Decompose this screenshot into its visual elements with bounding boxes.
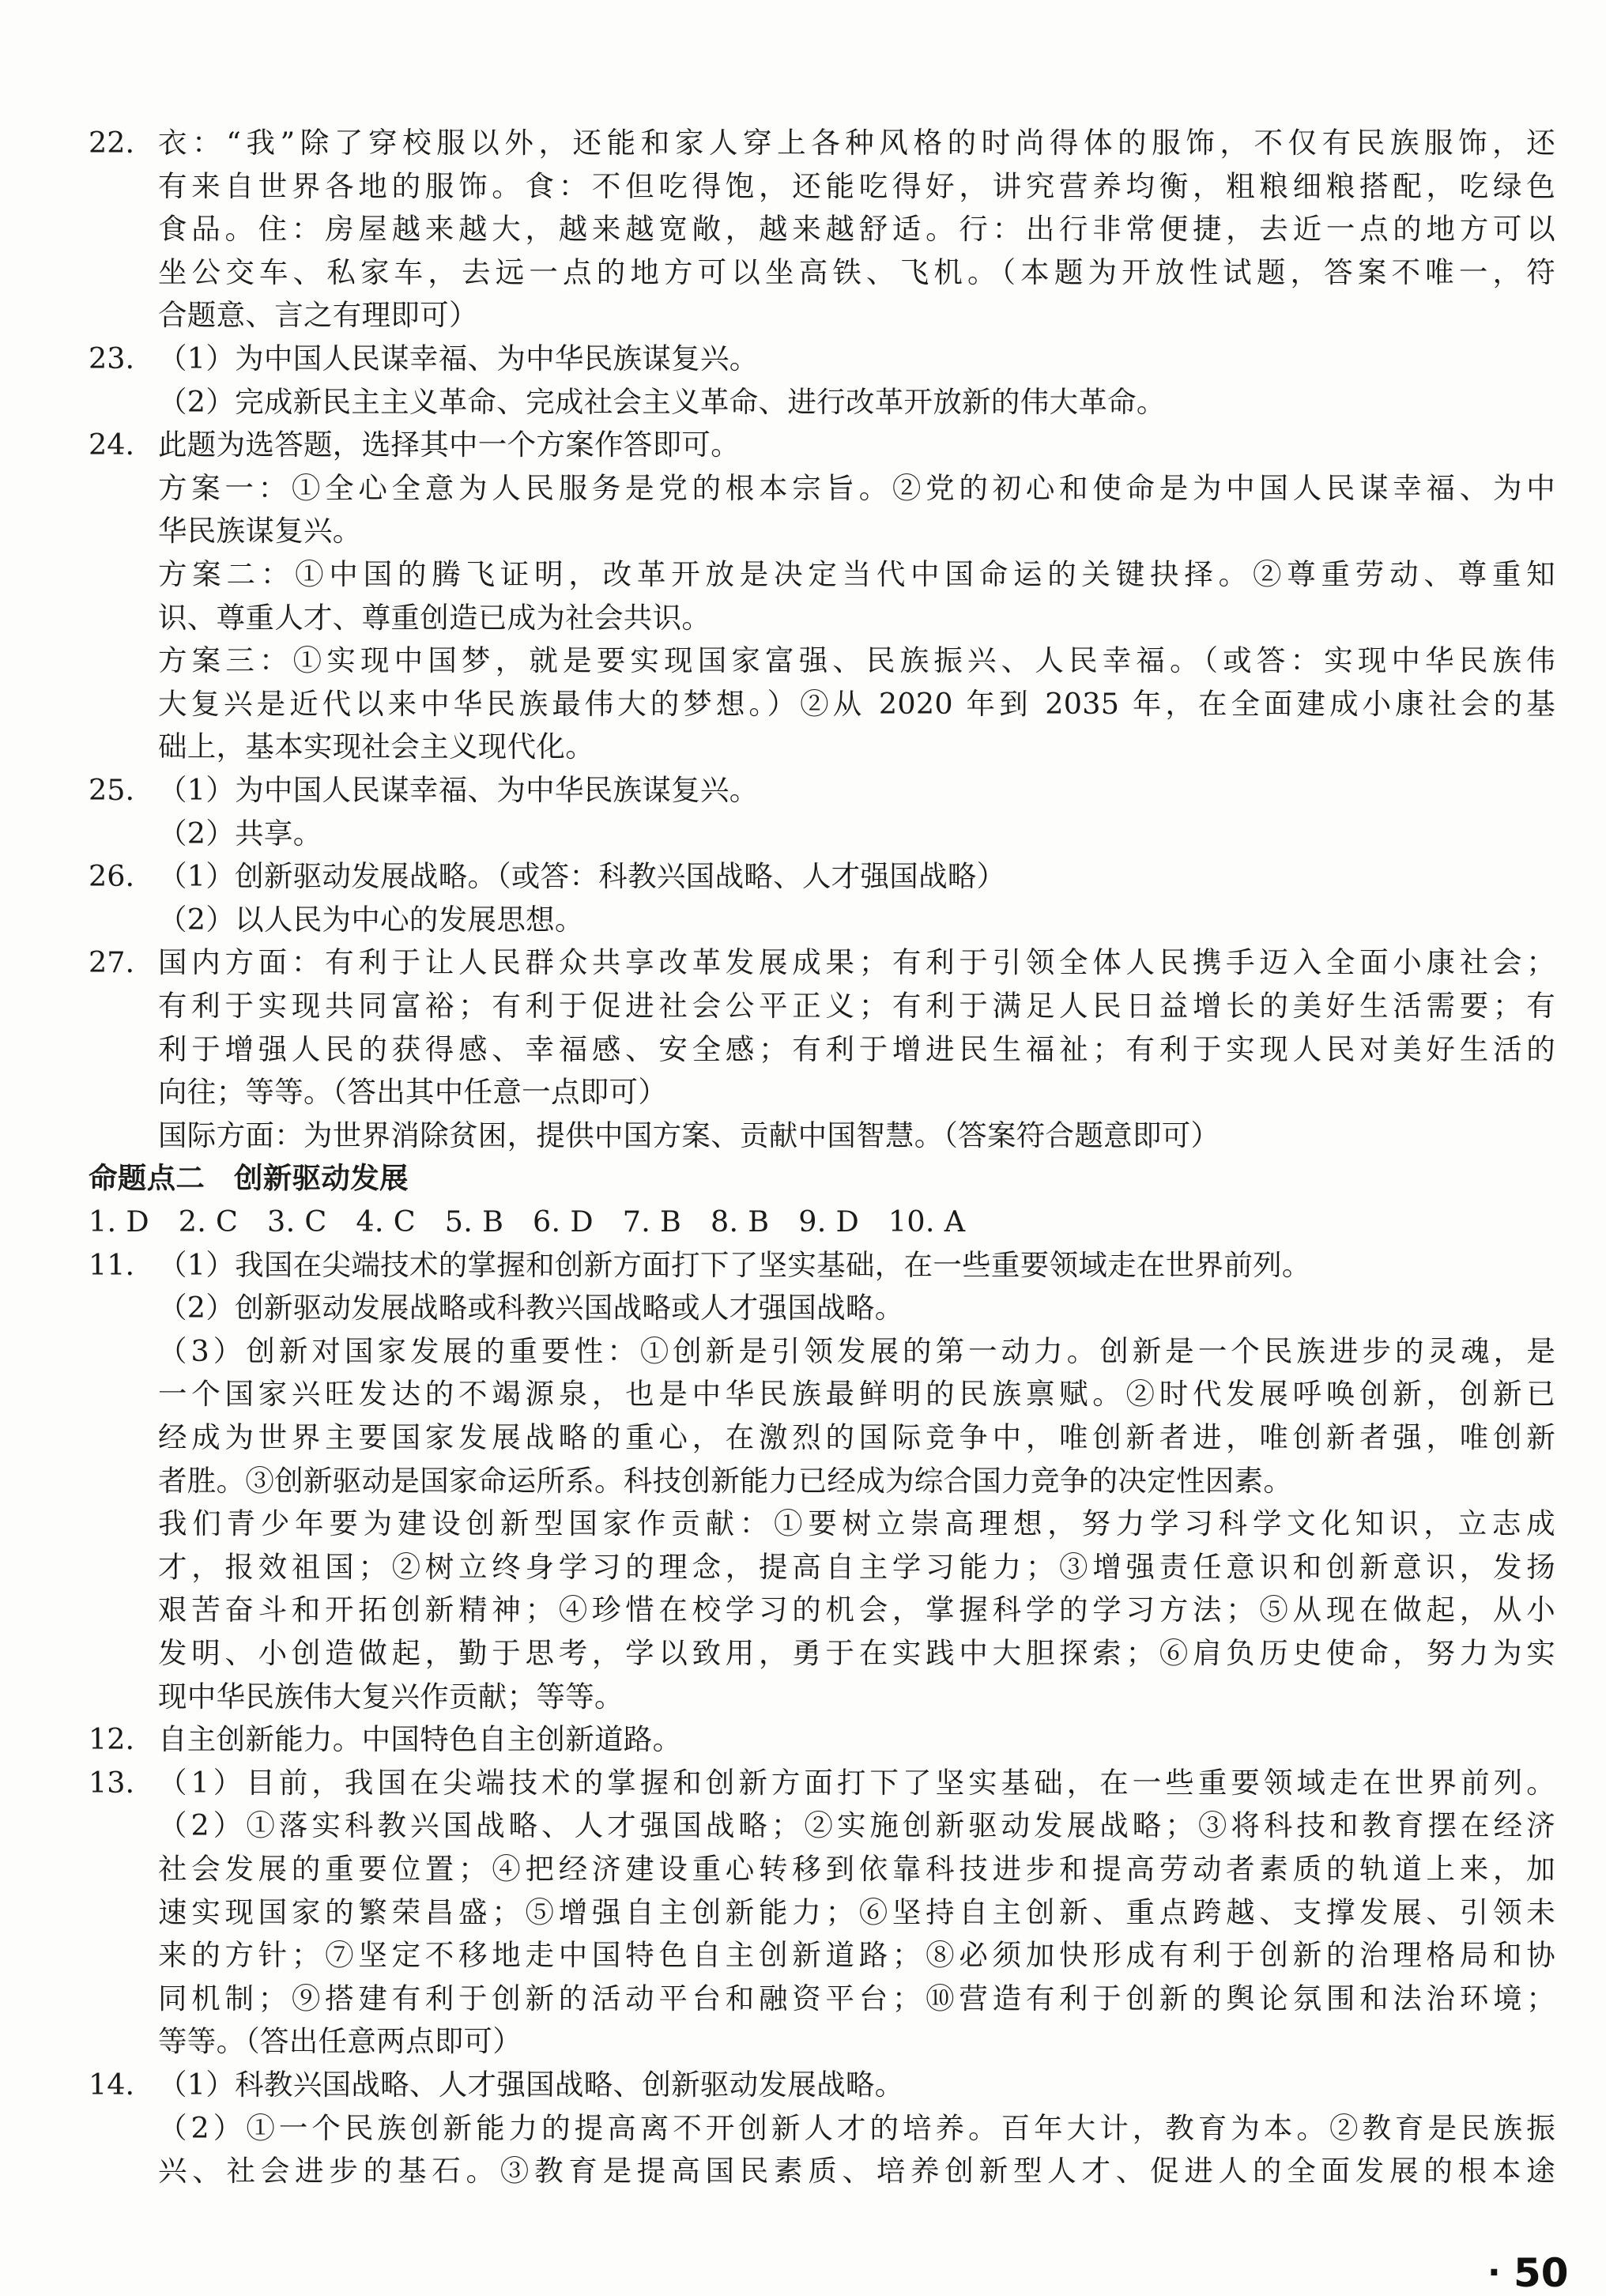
section-heading: 命题点二 创新驱动发展	[89, 1161, 409, 1195]
text-line: （2）①一个民族创新能力的提高离不开创新人才的培养。百年大计，教育为本。②教育是民族振	[158, 2111, 1555, 2145]
question-number: 25.	[89, 773, 135, 807]
text-line: 有来自世界各地的服饰。食：不但吃得饱，还能吃得好，讲究营养均衡，粗粮细粮搭配，吃绿色	[158, 169, 1555, 203]
text-line: 我们青少年要为建设创新型国家作贡献：①要树立崇高理想，努力学习科学文化知识，立志成	[158, 1506, 1555, 1540]
text-line: 来的方针；⑦坚定不移地走中国特色自主创新道路；⑧必须加快形成有利于创新的治理格局和协	[158, 1938, 1555, 1972]
question-number: 23.	[89, 341, 135, 375]
text-line: 础上，基本实现社会主义现代化。	[158, 730, 594, 763]
text-line: （1）科教兴国战略、人才强国战略、创新驱动发展战略。	[158, 2068, 904, 2102]
page-number: 50	[1514, 2250, 1569, 2296]
text-line: 方案二：①中国的腾飞证明，改革开放是决定当代中国命运的关键抉择。②尊重劳动、尊重知	[158, 557, 1555, 591]
question-number: 13.	[89, 1766, 135, 1800]
text-line: 现中华民族伟大复兴作贡献；等等。	[158, 1680, 624, 1714]
text-line: （3）创新对国家发展的重要性：①创新是引领发展的第一动力。创新是一个民族进步的灵魂，是	[158, 1334, 1555, 1368]
question-number: 11.	[89, 1248, 135, 1282]
page-number-dot: ·	[1487, 2253, 1501, 2293]
text-line: 合题意、言之有理即可）	[158, 298, 478, 332]
question-number: 27.	[89, 945, 135, 979]
text-line: 同机制；⑨搭建有利于创新的活动平台和融资平台；⑩营造有利于创新的舆论氛围和法治环境；	[158, 1981, 1555, 2015]
text-line: 艰苦奋斗和开拓创新精神；④珍惜在校学习的机会，掌握科学的学习方法；⑤从现在做起，从小	[158, 1593, 1555, 1627]
text-line: 衣：“我”除了穿校服以外，还能和家人穿上各种风格的时尚得体的服饰，不仅有民族服饰，还	[158, 126, 1555, 160]
text-line: 方案三：①实现中国梦，就是要实现国家富强、民族振兴、人民幸福。（或答：实现中华民族伟	[158, 643, 1555, 677]
text-line: 者胜。③创新驱动是国家命运所系。科技创新能力已经成为综合国力竞争的决定性因素。	[158, 1464, 1293, 1498]
text-line: （2）创新驱动发展战略或科教兴国战略或人才强国战略。	[158, 1291, 904, 1325]
text-line: 国际方面：为世界消除贫困，提供中国方案、贡献中国智慧。（答案符合题意即可）	[158, 1118, 1220, 1152]
text-line: 社会发展的重要位置；④把经济建设重心转移到依靠科技进步和提高劳动者素质的轨道上来，加	[158, 1852, 1555, 1886]
text-line: （1）为中国人民谋幸福、为中华民族谋复兴。	[158, 773, 759, 807]
text-line: 大复兴是近代以来中华民族最伟大的梦想。）②从 2020 年到 2035 年，在全面建成小康社会的基	[158, 687, 1555, 721]
text-line: （1）我国在尖端技术的掌握和创新方面打下了坚实基础，在一些重要领域走在世界前列。	[158, 1248, 1311, 1282]
text-line: 食品。住：房屋越来越大，越来越宽敞，越来越舒适。行：出行非常便捷，去近一点的地方可以	[158, 212, 1555, 246]
text-line: 向往；等等。（答出其中任意一点即可）	[158, 1075, 668, 1109]
question-number: 14.	[89, 2068, 135, 2102]
text-line: （2）以人民为中心的发展思想。	[158, 903, 584, 937]
text-line: 坐公交车、私家车，去远一点的地方可以坐高铁、飞机。（本题为开放性试题，答案不唯一，符	[158, 255, 1555, 289]
text-line: （2）①落实科教兴国战略、人才强国战略；②实施创新驱动发展战略；③将科技和教育摆在经济	[158, 1808, 1555, 1842]
text-line: 有利于实现共同富裕；有利于促进社会公平正义；有利于满足人民日益增长的美好生活需要；有	[158, 989, 1555, 1023]
text-line: （1）目前，我国在尖端技术的掌握和创新方面打下了坚实基础，在一些重要领域走在世界前列。	[158, 1766, 1555, 1800]
text-line: 速实现国家的繁荣昌盛；⑤增强自主创新能力；⑥坚持自主创新、重点跨越、支撑发展、引领未	[158, 1895, 1555, 1929]
question-number: 24.	[89, 428, 135, 462]
text-line: （2）共享。	[158, 816, 322, 850]
text-line: 国内方面：有利于让人民群众共享改革发展成果；有利于引领全体人民携手迈入全面小康社会；	[158, 945, 1555, 979]
text-line: 经成为世界主要国家发展战略的重心，在激烈的国际竞争中，唯创新者进，唯创新者强，唯创新	[158, 1420, 1555, 1454]
text-line: 发明、小创造做起，勤于思考，学以致用，勇于在实践中大胆探索；⑥肩负历史使命，努力为实	[158, 1636, 1555, 1670]
text-line: 利于增强人民的获得感、幸福感、安全感；有利于增进民生福祉；有利于实现人民对美好生活的	[158, 1032, 1555, 1066]
text-line: 兴、社会进步的基石。③教育是提高国民素质、培养创新型人才、促进人的全面发展的根本途	[158, 2154, 1555, 2188]
text-line: （1）为中国人民谋幸福、为中华民族谋复兴。	[158, 341, 759, 375]
text-line: 方案一：①全心全意为人民服务是党的根本宗旨。②党的初心和使命是为中国人民谋幸福、为中	[158, 471, 1555, 505]
text-line: 一个国家兴旺发达的不竭源泉，也是中华民族最鲜明的民族禀赋。②时代发展呼唤创新，创新已	[158, 1377, 1555, 1411]
text-line: 才，报效祖国；②树立终身学习的理念，提高自主学习能力；③增强责任意识和创新意识，发扬	[158, 1550, 1555, 1584]
question-number: 22.	[89, 126, 135, 160]
text-line: （1）创新驱动发展战略。（或答：科教兴国战略、人才强国战略）	[158, 859, 1006, 893]
text-line: 等等。（答出任意两点即可）	[158, 2024, 522, 2058]
text-line: 1. D 2. C 3. C 4. C 5. B 6. D 7. B 8. B 9. D 10. A	[89, 1205, 966, 1238]
text-line: 自主创新能力。中国特色自主创新道路。	[158, 1722, 682, 1756]
text-line: （2）完成新民主主义革命、完成社会主义革命、进行改革开放新的伟大革命。	[158, 385, 1166, 419]
question-number: 12.	[89, 1722, 135, 1756]
text-line: 华民族谋复兴。	[158, 514, 362, 548]
question-number: 26.	[89, 859, 135, 893]
text-line: 此题为选答题，选择其中一个方案作答即可。	[158, 428, 740, 462]
text-line: 识、尊重人才、尊重创造已成为社会共识。	[158, 601, 711, 635]
